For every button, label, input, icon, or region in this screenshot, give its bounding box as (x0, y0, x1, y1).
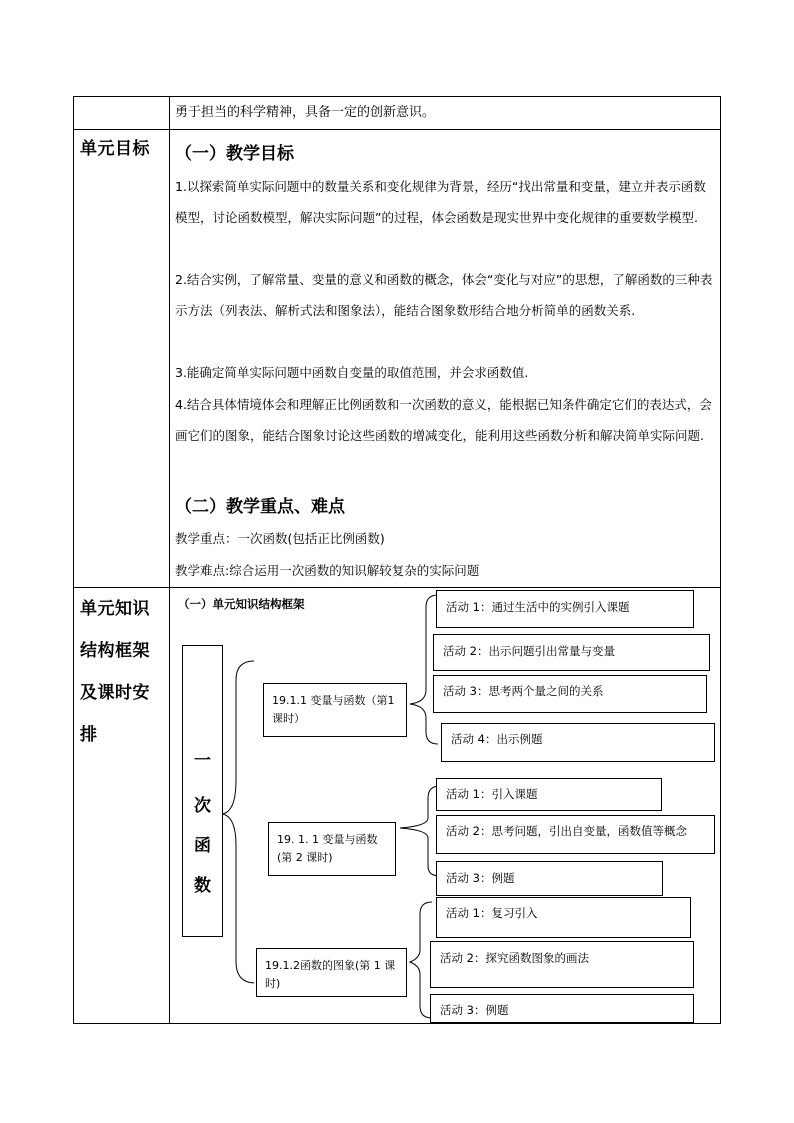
activity-box: 活动 2：出示问题引出常量与变量 (433, 634, 710, 671)
activity-box: 活动 4：出示例题 (441, 723, 715, 762)
lesson-box-3: 19.1.2函数的图象(第 1 课时) (256, 948, 407, 997)
activity-box: 活动 3：思考两个量之间的关系 (433, 675, 707, 713)
activity-box: 活动 3：例题 (436, 861, 663, 896)
topic-char-2: 次 (194, 796, 211, 816)
framework-label-line-2: 结构框架 (80, 641, 150, 661)
goal-1: 1.以探索简单实际问题中的数量关系和变化规律为背景，经历“找出常量和变量，建立并表示函数模型，讨论函数模型，解决实际问题”的过程，体会函数是现实世界中变化规律的重要数学模型. (175, 179, 706, 225)
activity-box: 活动 1：复习引入 (436, 897, 691, 938)
activity-box: 活动 1：通过生活中的实例引入课题 (436, 590, 694, 628)
unit-goals-label: 单元目标 (80, 139, 150, 159)
key-point-text: 教学重点：一次函数(包括正比例函数) (175, 531, 385, 546)
activity-box: 活动 2：思考问题，引出自变量，函数值等概念 (436, 815, 715, 854)
topic-char-3: 函 (194, 836, 211, 856)
framework-label-line-4: 排 (80, 725, 98, 745)
goal-4: 4.结合具体情境体会和理解正比例函数和一次函数的意义，能根据已知条件确定它们的表达式，会画它们的图象，能结合图象讨论这些函数的增减变化，能利用这些函数分析和解决简单实际问题. (175, 397, 712, 443)
lesson-box-2: 19. 1. 1 变量与函数(第 2 课时) (268, 822, 396, 876)
topic-box (182, 645, 223, 937)
difficulty-text: 教学难点:综合运用一次函数的知识解较复杂的实际问题 (175, 563, 480, 578)
lesson-box-1: 19.1.1 变量与函数（第1课时） (263, 683, 407, 737)
teaching-goals-heading: （一）教学目标 (175, 144, 294, 164)
topic-char-1: 一 (194, 751, 211, 771)
key-points-heading: （二）教学重点、难点 (175, 497, 345, 517)
framework-label-line-3: 及课时安 (80, 683, 150, 703)
framework-title: （一）单元知识结构框架 (178, 597, 305, 611)
goal-3: 3.能确定简单实际问题中函数自变量的取值范围，并会求函数值. (175, 365, 529, 380)
framework-label-line-1: 单元知识 (80, 599, 150, 619)
topic-char-4: 数 (194, 876, 211, 896)
activity-box: 活动 2：探究函数图象的画法 (430, 941, 694, 988)
row0-text: 勇于担当的科学精神，具备一定的创新意识。 (175, 105, 436, 120)
activity-box: 活动 3：例题 (430, 994, 694, 1023)
activity-box: 活动 1：引入课题 (436, 778, 662, 811)
goal-2: 2.结合实例，了解常量、变量的意义和函数的概念，体会“变化与对应”的思想，了解函数的三种表示方法（列表法、解析式法和图象法），能结合图象数形结合地分析简单的函数关系. (175, 272, 713, 318)
